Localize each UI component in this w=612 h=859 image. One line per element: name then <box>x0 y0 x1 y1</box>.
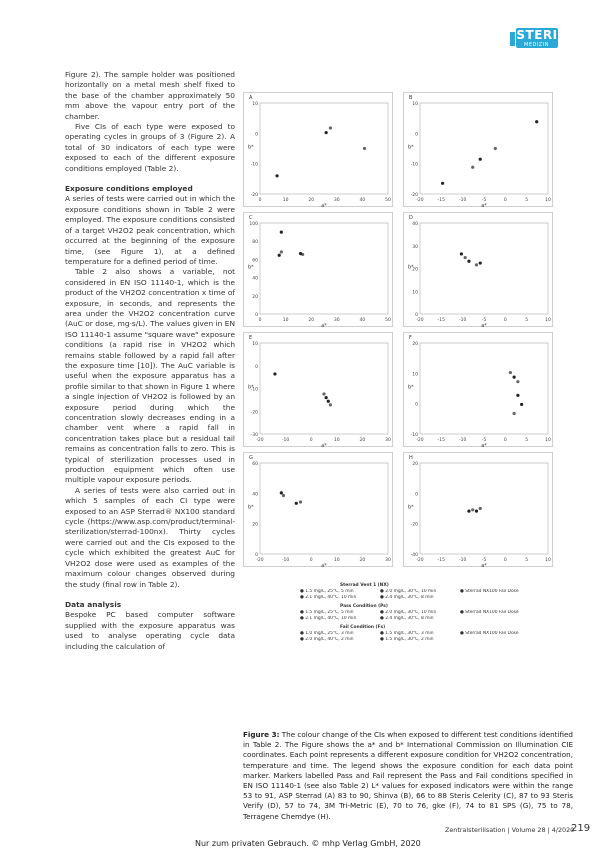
caption-label: Figure 3: <box>243 730 280 739</box>
x-tick-label: 0 <box>503 198 507 203</box>
data-point <box>494 147 497 150</box>
plot-frame <box>420 463 548 554</box>
y-axis-label: b* <box>408 264 414 271</box>
plot-frame <box>420 343 548 434</box>
y-tick-label: 10 <box>412 290 418 296</box>
data-point <box>329 403 332 406</box>
logo-accent-bar <box>510 32 515 46</box>
x-axis-label: a* <box>321 203 327 208</box>
scatter-panel-d <box>403 212 553 327</box>
left-column-text <box>65 70 235 652</box>
legend-entry: ● 1.5 mg/L, 25°C, 5 min <box>300 610 354 615</box>
data-point <box>282 494 285 497</box>
x-tick-label: 20 <box>308 318 315 323</box>
x-tick-label: 50 <box>385 318 391 323</box>
scatter-plot <box>244 333 394 448</box>
data-point <box>520 403 523 406</box>
scatter-panel-f <box>403 332 553 447</box>
legend-entry: ● 1.5 mg/L, 30°C, 3 min <box>380 631 434 636</box>
x-tick-label: -10 <box>458 318 467 323</box>
y-tick-label: -20 <box>250 193 258 198</box>
y-tick-label: 0 <box>415 132 418 138</box>
y-tick-label: 0 <box>415 402 418 408</box>
paragraph: Five CIs of each type were exposed to operating cycles in groups of 3 (Figure 2). A total of 30 indicators of each type were exposed to each of the different exposure conditions employed (Table 2). <box>65 122 235 173</box>
scatter-plot <box>244 213 394 328</box>
caption-text: The colour change of the CIs when exposed to different test conditions identified in Table 2. The Figure shows the a* and b* International Commission on Illumination CIE coordinates. Each point represents a different exposure condition for VH2O2 concentration, temperature and time. The legend shows the exposure condition for each data point marker. Markers labelled Pass and Fail represent the Pass and Fail conditions specified in EN ISO 11140-1 (see also Table 2) L* values for exposed indicators were within the range 53 to 91, ASP Sterrad (A) 83 to 90, Shinva (B), 66 to 88 Steris Celerity (C), 87 to 93 Steris Verify (D), 57 to 74, 3M Tri-Metric (E), 70 to 76, gke (F), 74 to 81 SPS (G), 75 to 78, Terragene Chemdye (H). <box>243 730 573 821</box>
scatter-panel-e <box>243 332 393 447</box>
y-axis-label: b* <box>408 144 414 151</box>
x-tick-label: -20 <box>256 558 264 563</box>
y-tick-label: 0 <box>255 553 258 558</box>
x-axis-label: a* <box>321 443 327 448</box>
scatter-plot <box>404 453 554 568</box>
plot-frame <box>420 103 548 194</box>
scatter-panel-g <box>243 452 393 567</box>
x-axis-label: a* <box>321 563 327 568</box>
y-tick-label: 20 <box>412 342 418 347</box>
x-tick-label: 0 <box>258 318 262 323</box>
x-tick-label: -5 <box>481 438 487 443</box>
x-tick-label: 0 <box>258 198 262 203</box>
x-tick-label: -20 <box>416 318 424 323</box>
x-tick-label: 0 <box>503 318 507 323</box>
x-tick-label: -10 <box>458 558 467 563</box>
paragraph: Table 2 also shows a variable, not considered in EN ISO 11140-1, which is the product of the VH2O2 concentration x time of exposure, in seconds, and represents the area under the VH2O2 concentration curve (AuC or dose, mg·s/L). The values given in EN ISO 11140-1 assume "square wave" exposure conditions (a rapid rise in VH2O2 which remains stable followed by a rapid fall after the exposure time [10]). The AuC variable is useful when the exposure apparatus has a profile similar to that shown in Figure 1 where a single injection of VH2O2 is followed by an exposure period during which the concentration slowly decreases ending in a chamber vent where a rapid fall in concentration takes place but a residual tail remains as concentration falls to zero. This is typical of sterilization processes used in production equipment which often use multiple vapour exposure periods. <box>65 267 235 485</box>
y-tick-label: -10 <box>250 162 258 168</box>
x-tick-label: 10 <box>333 558 340 563</box>
panel-label: E <box>249 335 253 341</box>
x-tick-label: 30 <box>333 198 340 203</box>
y-axis-label: b* <box>248 384 254 391</box>
x-axis-label: a* <box>481 323 487 328</box>
x-tick-label: 30 <box>385 558 391 563</box>
y-tick-label: 60 <box>252 258 258 264</box>
x-axis-label: a* <box>321 323 327 328</box>
x-tick-label: -10 <box>281 438 290 443</box>
x-tick-label: -10 <box>458 198 467 203</box>
y-tick-label: -30 <box>250 433 258 438</box>
scatter-panel-c <box>243 212 393 327</box>
plot-frame <box>260 223 388 314</box>
y-tick-label: 0 <box>415 492 418 498</box>
section-heading: Data analysis <box>65 599 122 609</box>
data-point <box>471 508 474 511</box>
scatter-panel-h <box>403 452 553 567</box>
x-tick-label: -10 <box>281 558 290 563</box>
y-tick-label: -20 <box>410 193 418 198</box>
figure-legend <box>300 583 540 646</box>
data-point <box>467 510 470 513</box>
legend-group <box>300 625 540 643</box>
paragraph: A series of tests were also carried out in which 5 samples of each CI type were exposed to an ASP Sterrad® NX100 standard cycle (https://www.asp.com/product/terminal-sterilization/sterrad-100nx). Thirty cycles were carried out and the CIs exposed to the cycle which exhibited the greatest AuC for VH2O2 dose were used as examples of the maximum colour changes observed during the study (final row in Table 2). <box>65 485 235 589</box>
y-tick-label: 10 <box>252 102 258 107</box>
data-point <box>464 256 467 259</box>
data-point <box>299 252 302 255</box>
x-tick-label: 20 <box>359 558 366 563</box>
paragraph: A series of tests were carried out in which the exposure conditions shown in Table 2 were employed. The exposure conditions consisted of a target VH2O2 peak concentration, which occurred at the beginning of the exposure time, (see Figure 1), at a defined temperature for a defined period of time. <box>65 194 235 266</box>
y-tick-label: 80 <box>252 240 258 246</box>
x-tick-label: -20 <box>416 198 424 203</box>
data-point <box>479 261 482 264</box>
panel-label: B <box>409 95 413 101</box>
y-axis-label: b* <box>248 504 254 511</box>
legend-group <box>300 583 540 601</box>
x-tick-label: -20 <box>416 438 424 443</box>
x-tick-label: 20 <box>359 438 366 443</box>
y-tick-label: -20 <box>250 410 258 416</box>
x-tick-label: -5 <box>481 198 487 203</box>
x-tick-label: 10 <box>545 558 551 563</box>
data-point <box>479 158 482 161</box>
x-tick-label: 40 <box>359 198 366 203</box>
legend-entry: ● Sterrad NX100 Fail Dose <box>460 589 519 594</box>
panel-label: G <box>249 455 253 461</box>
data-point <box>280 231 283 234</box>
data-point <box>535 120 538 123</box>
plot-frame <box>260 343 388 434</box>
paragraph: Bespoke PC based computer software supplied with the exposure apparatus was used to analyse operating cycle data including the calculation of <box>65 610 235 651</box>
data-point <box>509 371 512 374</box>
legend-group-title: Pass Condition (Ps) <box>340 604 388 609</box>
scatter-plot <box>244 453 394 568</box>
data-point <box>516 380 519 383</box>
plot-frame <box>420 223 548 314</box>
y-tick-label: 20 <box>412 267 418 273</box>
x-tick-label: 0 <box>309 438 313 443</box>
x-tick-label: 0 <box>503 558 507 563</box>
y-tick-label: 0 <box>255 364 258 370</box>
x-tick-label: -5 <box>481 558 487 563</box>
legend-entry: ● 1.5 mg/L, 30°C, 2 min <box>380 637 434 642</box>
data-point <box>441 182 444 185</box>
journal-logo <box>516 28 558 48</box>
x-tick-label: 40 <box>359 318 366 323</box>
data-point <box>325 131 328 134</box>
scatter-plot <box>404 333 554 448</box>
data-point <box>363 147 366 150</box>
x-tick-label: 10 <box>333 438 340 443</box>
data-point <box>275 174 278 177</box>
x-axis-label: a* <box>481 443 487 448</box>
legend-entry: ● 2.1 mg/L, 40°C, 10 min <box>300 616 357 621</box>
legend-entry: ● 2.1 mg/L, 40°C, 10 min <box>300 595 357 600</box>
y-tick-label: 10 <box>252 342 258 347</box>
panel-label: A <box>249 95 253 101</box>
x-tick-label: 5 <box>525 438 529 443</box>
data-point <box>280 250 283 253</box>
y-axis-label: b* <box>248 264 254 271</box>
y-tick-label: 60 <box>252 462 258 467</box>
legend-entry: ● 1.0 mg/L, 25°C, 3 min <box>300 631 354 636</box>
y-tick-label: 30 <box>412 244 418 250</box>
y-tick-label: 0 <box>415 313 418 318</box>
y-tick-label: 0 <box>255 313 258 318</box>
data-point <box>460 252 463 255</box>
data-point <box>475 510 478 513</box>
legend-group-title: Sterrad Vent 1 (NX) <box>340 583 389 588</box>
data-point <box>278 254 281 257</box>
x-tick-label: -15 <box>437 318 446 323</box>
y-tick-label: 0 <box>255 132 258 138</box>
x-tick-label: 0 <box>309 558 313 563</box>
data-point <box>516 394 519 397</box>
plot-frame <box>260 463 388 554</box>
scatter-panel-b <box>403 92 553 207</box>
y-tick-label: -10 <box>250 387 258 393</box>
data-point <box>273 372 276 375</box>
figure-3 <box>243 92 568 812</box>
x-tick-label: 10 <box>545 438 551 443</box>
x-tick-label: 10 <box>545 318 551 323</box>
y-axis-label: b* <box>408 504 414 511</box>
data-point <box>471 166 474 169</box>
y-tick-label: -10 <box>410 162 418 168</box>
x-tick-label: 0 <box>503 438 507 443</box>
x-tick-label: 30 <box>333 318 340 323</box>
legend-entry: ● 2.0 mg/L, 40°C, 2 min <box>300 637 354 642</box>
section-heading: Exposure conditions employed <box>65 184 193 194</box>
scatter-panel-a <box>243 92 393 207</box>
x-tick-label: -15 <box>437 558 446 563</box>
panel-label: C <box>249 215 253 221</box>
data-point <box>329 126 332 129</box>
scatter-plot <box>404 213 554 328</box>
x-tick-label: -20 <box>416 558 424 563</box>
legend-entry: ● 2.0 mg/L, 30°C, 10 min <box>380 610 437 615</box>
logo-text: STERI <box>516 28 558 42</box>
x-tick-label: 10 <box>282 198 289 203</box>
legend-entry: ● 2.4 mg/L, 30°C, 8 min <box>380 595 434 600</box>
legend-entry: ● Sterrad NX100 Fail Dose <box>460 610 519 615</box>
panel-label: F <box>409 335 412 341</box>
legend-group <box>300 604 540 622</box>
x-axis-label: a* <box>481 563 487 568</box>
panel-label: D <box>409 215 413 221</box>
x-tick-label: -20 <box>256 438 264 443</box>
legend-entry: ● 2.4 mg/L, 30°C, 8 min <box>380 616 434 621</box>
y-tick-label: 40 <box>252 492 258 498</box>
panel-label: H <box>409 455 413 461</box>
data-point <box>295 502 298 505</box>
logo-tagline: MEDIZIN <box>524 42 549 48</box>
legend-entry: ● 1.5 mg/L, 25°C, 5 min <box>300 589 354 594</box>
scatter-plot <box>404 93 554 208</box>
data-point <box>327 400 330 403</box>
data-point <box>325 396 328 399</box>
x-axis-label: a* <box>481 203 487 208</box>
data-point <box>475 263 478 266</box>
figure-caption <box>243 730 573 822</box>
page-number: 219 <box>571 823 591 834</box>
x-tick-label: -5 <box>481 318 487 323</box>
data-point <box>299 500 302 503</box>
private-use-notice: Nur zum privaten Gebrauch. © mhp Verlag GmbH, 2020 <box>195 839 421 848</box>
y-tick-label: 100 <box>249 222 258 227</box>
x-tick-label: 10 <box>545 198 551 203</box>
y-tick-label: 40 <box>252 276 258 282</box>
data-point <box>513 376 516 379</box>
paragraph: Figure 2). The sample holder was positioned horizontally on a metal mesh shelf fixed to the base of the chamber approximately 50 mm above the vapour entry port of the chamber. <box>65 70 235 121</box>
y-tick-label: -20 <box>410 522 418 528</box>
x-tick-label: 30 <box>385 438 391 443</box>
data-point <box>322 392 325 395</box>
x-tick-label: 10 <box>282 318 289 323</box>
y-tick-label: 20 <box>252 294 258 300</box>
x-tick-label: -15 <box>437 438 446 443</box>
legend-entry: ● Sterrad NX100 Fail Dose <box>460 631 519 636</box>
data-point <box>513 412 516 415</box>
x-tick-label: 5 <box>525 198 529 203</box>
x-tick-label: 50 <box>385 198 391 203</box>
data-point <box>479 507 482 510</box>
y-tick-label: -40 <box>410 553 418 558</box>
x-tick-label: 20 <box>308 198 315 203</box>
journal-footer: Zentralsterilisation | Volume 28 | 4/2020 <box>445 826 575 834</box>
x-tick-label: -15 <box>437 198 446 203</box>
scatter-plot <box>244 93 394 208</box>
plot-frame <box>260 103 388 194</box>
y-axis-label: b* <box>248 144 254 151</box>
legend-group-title: Fail Condition (Fs) <box>340 625 386 630</box>
y-tick-label: 40 <box>412 222 418 227</box>
x-tick-label: 5 <box>525 558 529 563</box>
legend-entry: ● 2.0 mg/L, 30°C, 10 min <box>380 589 437 594</box>
y-axis-label: b* <box>408 384 414 391</box>
data-point <box>467 260 470 263</box>
x-tick-label: 5 <box>525 318 529 323</box>
x-tick-label: -10 <box>458 438 467 443</box>
y-tick-label: 20 <box>252 522 258 528</box>
y-tick-label: 10 <box>412 102 418 107</box>
y-tick-label: 20 <box>412 462 418 467</box>
y-tick-label: 10 <box>412 372 418 378</box>
data-point <box>280 491 283 494</box>
y-tick-label: -10 <box>410 433 418 438</box>
